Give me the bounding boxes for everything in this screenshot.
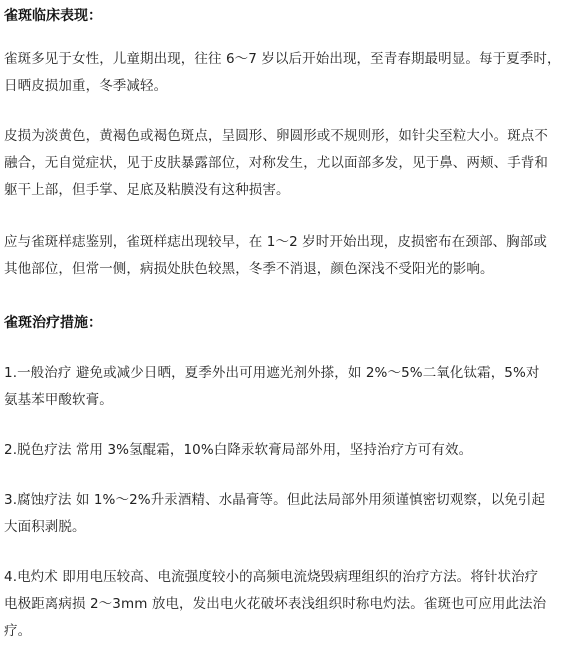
treatment-item-depigmentation bbox=[4, 437, 562, 464]
text-line: 应与雀斑样痣鉴别，雀斑样痣出现较早，在 1～2 岁时开始出现，皮损密布在颈部、胸部或 bbox=[4, 234, 547, 250]
text-line: 疗。 bbox=[4, 623, 32, 639]
treatment-item-general bbox=[4, 360, 562, 414]
text-line: 1.一般治疗 避免或减少日晒，夏季外出可用遮光剂外搽，如 2%～5%二氧化钛霜，5%对 bbox=[4, 365, 540, 381]
text-line: 4.电灼术 即用电压较高、电流强度较小的高频电流烧毁病理组织的治疗方法。将针状治疗 bbox=[4, 569, 539, 585]
text-line: 其他部位，但常一侧，病损处肤色较黑，冬季不消退，颜色深浅不受阳光的影响。 bbox=[4, 261, 494, 277]
text-line: 电极距离病损 2～3mm 放电，发出电火花破坏表浅组织时称电灼法。雀斑也可应用此法治 bbox=[4, 596, 547, 612]
paragraph-lesion-description bbox=[4, 123, 562, 204]
text-line: 大面积剥脱。 bbox=[4, 519, 86, 535]
text-line: 皮损为淡黄色，黄褐色或褐色斑点，呈圆形、卵圆形或不规则形，如针尖至粒大小。斑点不 bbox=[4, 128, 548, 144]
text-line: 日晒皮损加重，冬季减轻。 bbox=[4, 78, 168, 94]
text-line: 2.脱色疗法 常用 3%氢醌霜，10%白降汞软膏局部外用，坚持治疗方可有效。 bbox=[4, 442, 473, 458]
text-line: 3.腐蚀疗法 如 1%～2%升汞酒精、水晶膏等。但此法局部外用须谨慎密切观察，以免引起 bbox=[4, 492, 546, 508]
text-line: 雀斑多见于女性，儿童期出现，往往 6～7 岁以后开始出现，至青春期最明显。每于夏季时， bbox=[4, 51, 561, 67]
text-line: 融合，无自觉症状，见于皮肤暴露部位，对称发生，尤以面部多发，见于鼻、两颊、手背和 bbox=[4, 155, 548, 171]
section-heading-treatment: 雀斑治疗措施： bbox=[4, 315, 102, 331]
paragraph-differential-diagnosis bbox=[4, 229, 562, 283]
text-line: 氨基苯甲酸软膏。 bbox=[4, 392, 113, 408]
paragraph-onset bbox=[4, 46, 562, 100]
text-line: 躯干上部，但手掌、足底及粘膜没有这种损害。 bbox=[4, 182, 290, 198]
treatment-item-electrocautery bbox=[4, 564, 562, 645]
treatment-item-corrosion bbox=[4, 487, 562, 541]
section-heading-clinical: 雀斑临床表现： bbox=[4, 8, 102, 24]
